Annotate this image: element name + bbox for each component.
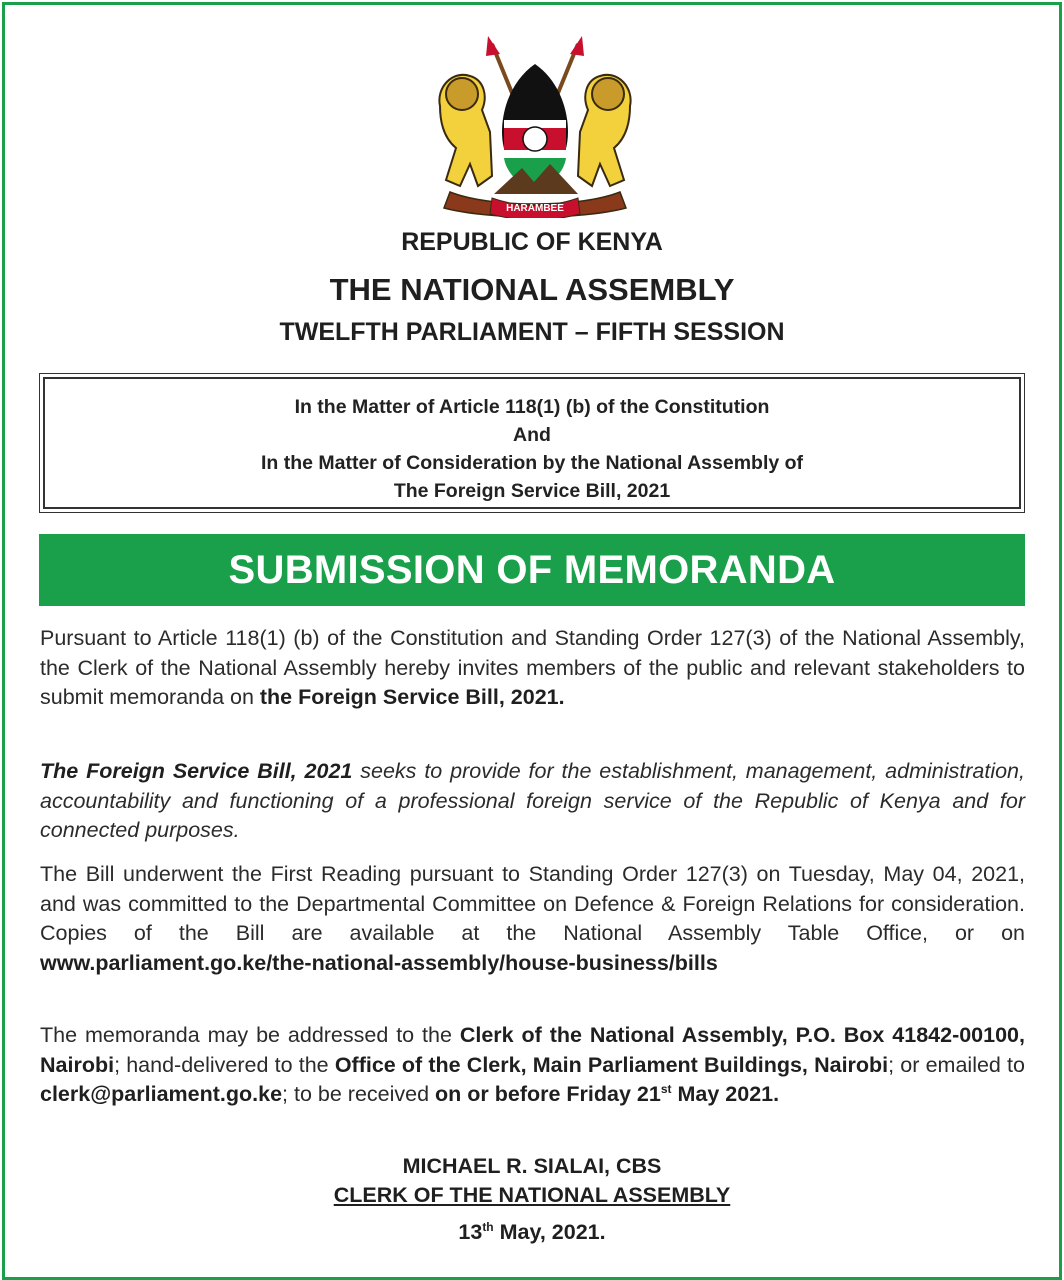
bill-name-bold: the Foreign Service Bill, 2021. bbox=[259, 685, 565, 709]
bill-name-bold: The Foreign Service Bill, 2021 bbox=[40, 759, 353, 783]
matter-line-3: In the Matter of Consideration by the National Assembly of bbox=[260, 452, 804, 474]
signatory-name: MICHAEL R. SIALAI, CBS bbox=[402, 1154, 662, 1178]
date-rest: May, 2021. bbox=[493, 1220, 606, 1244]
paragraph-text: ; or emailed to bbox=[888, 1052, 1025, 1077]
republic-heading: REPUBLIC OF KENYA bbox=[401, 228, 663, 256]
paragraph-text: The memoranda may be addressed to the bbox=[40, 1023, 460, 1047]
date-day: 13 bbox=[458, 1220, 483, 1244]
matter-line-2: And bbox=[513, 424, 551, 446]
notice-date bbox=[0, 1220, 1064, 1245]
signatory-title-text: CLERK OF THE NATIONAL ASSEMBLY bbox=[333, 1183, 731, 1207]
paragraph-submission-details bbox=[40, 1021, 1025, 1110]
paragraph-invitation bbox=[40, 624, 1025, 713]
paragraph-bill-purpose bbox=[40, 757, 1025, 846]
assembly-heading: THE NATIONAL ASSEMBLY bbox=[329, 272, 735, 307]
postal-address: Clerk of the National Assembly, P.O. Box 41842-00100, Nairobi bbox=[40, 1023, 1025, 1077]
deadline bbox=[435, 1082, 779, 1106]
date-suffix: th bbox=[482, 1219, 494, 1234]
bills-url-link[interactable]: www.parliament.go.ke/the-national-assembly/house-business/bills bbox=[40, 950, 718, 975]
matter-line-4: The Foreign Service Bill, 2021 bbox=[393, 480, 671, 502]
crest-motto: HARAMBEE bbox=[506, 203, 564, 214]
paragraph-text: seeks to provide for the establishment, management, administration, accountability and functioning of a professional foreign service of the Republic of Kenya and for connected purposes. bbox=[40, 759, 1025, 842]
deadline-text: May 2021. bbox=[671, 1082, 780, 1106]
paragraph-text: The Bill underwent the First Reading pursuant to Standing Order 127(3) on Tuesday, May 04, 2021, and was committed to the Departmental Committee on Defence & Foreign Relations for consideration. Copies of the Bill are available at the National Assembly Table Office, or on bbox=[40, 862, 1025, 945]
coat-of-arms-icon bbox=[430, 36, 640, 218]
signatory-title bbox=[0, 1183, 1064, 1208]
matter-box bbox=[39, 373, 1025, 513]
paragraph-text: ; hand-delivered to the bbox=[114, 1052, 335, 1077]
submission-banner: SUBMISSION OF MEMORANDA bbox=[39, 534, 1025, 606]
paragraph-text: Pursuant to Article 118(1) (b) of the Constitution and Standing Order 127(3) of the National Assembly, the Clerk of the National Assembly hereby invites members of the public and relevant stakeholders to submit memoranda on bbox=[40, 626, 1025, 709]
paragraph-first-reading bbox=[40, 860, 1025, 978]
session-heading: TWELFTH PARLIAMENT – FIFTH SESSION bbox=[279, 318, 785, 346]
matter-line-1: In the Matter of Article 118(1) (b) of the Constitution bbox=[294, 396, 770, 418]
deadline-suffix: st bbox=[660, 1081, 672, 1096]
office-address: Office of the Clerk, Main Parliament Buildings, Nairobi bbox=[334, 1052, 889, 1077]
deadline-text: on or before Friday 21 bbox=[435, 1082, 661, 1106]
email-link[interactable]: clerk@parliament.go.ke bbox=[40, 1082, 283, 1106]
paragraph-text: ; to be received bbox=[282, 1082, 436, 1106]
